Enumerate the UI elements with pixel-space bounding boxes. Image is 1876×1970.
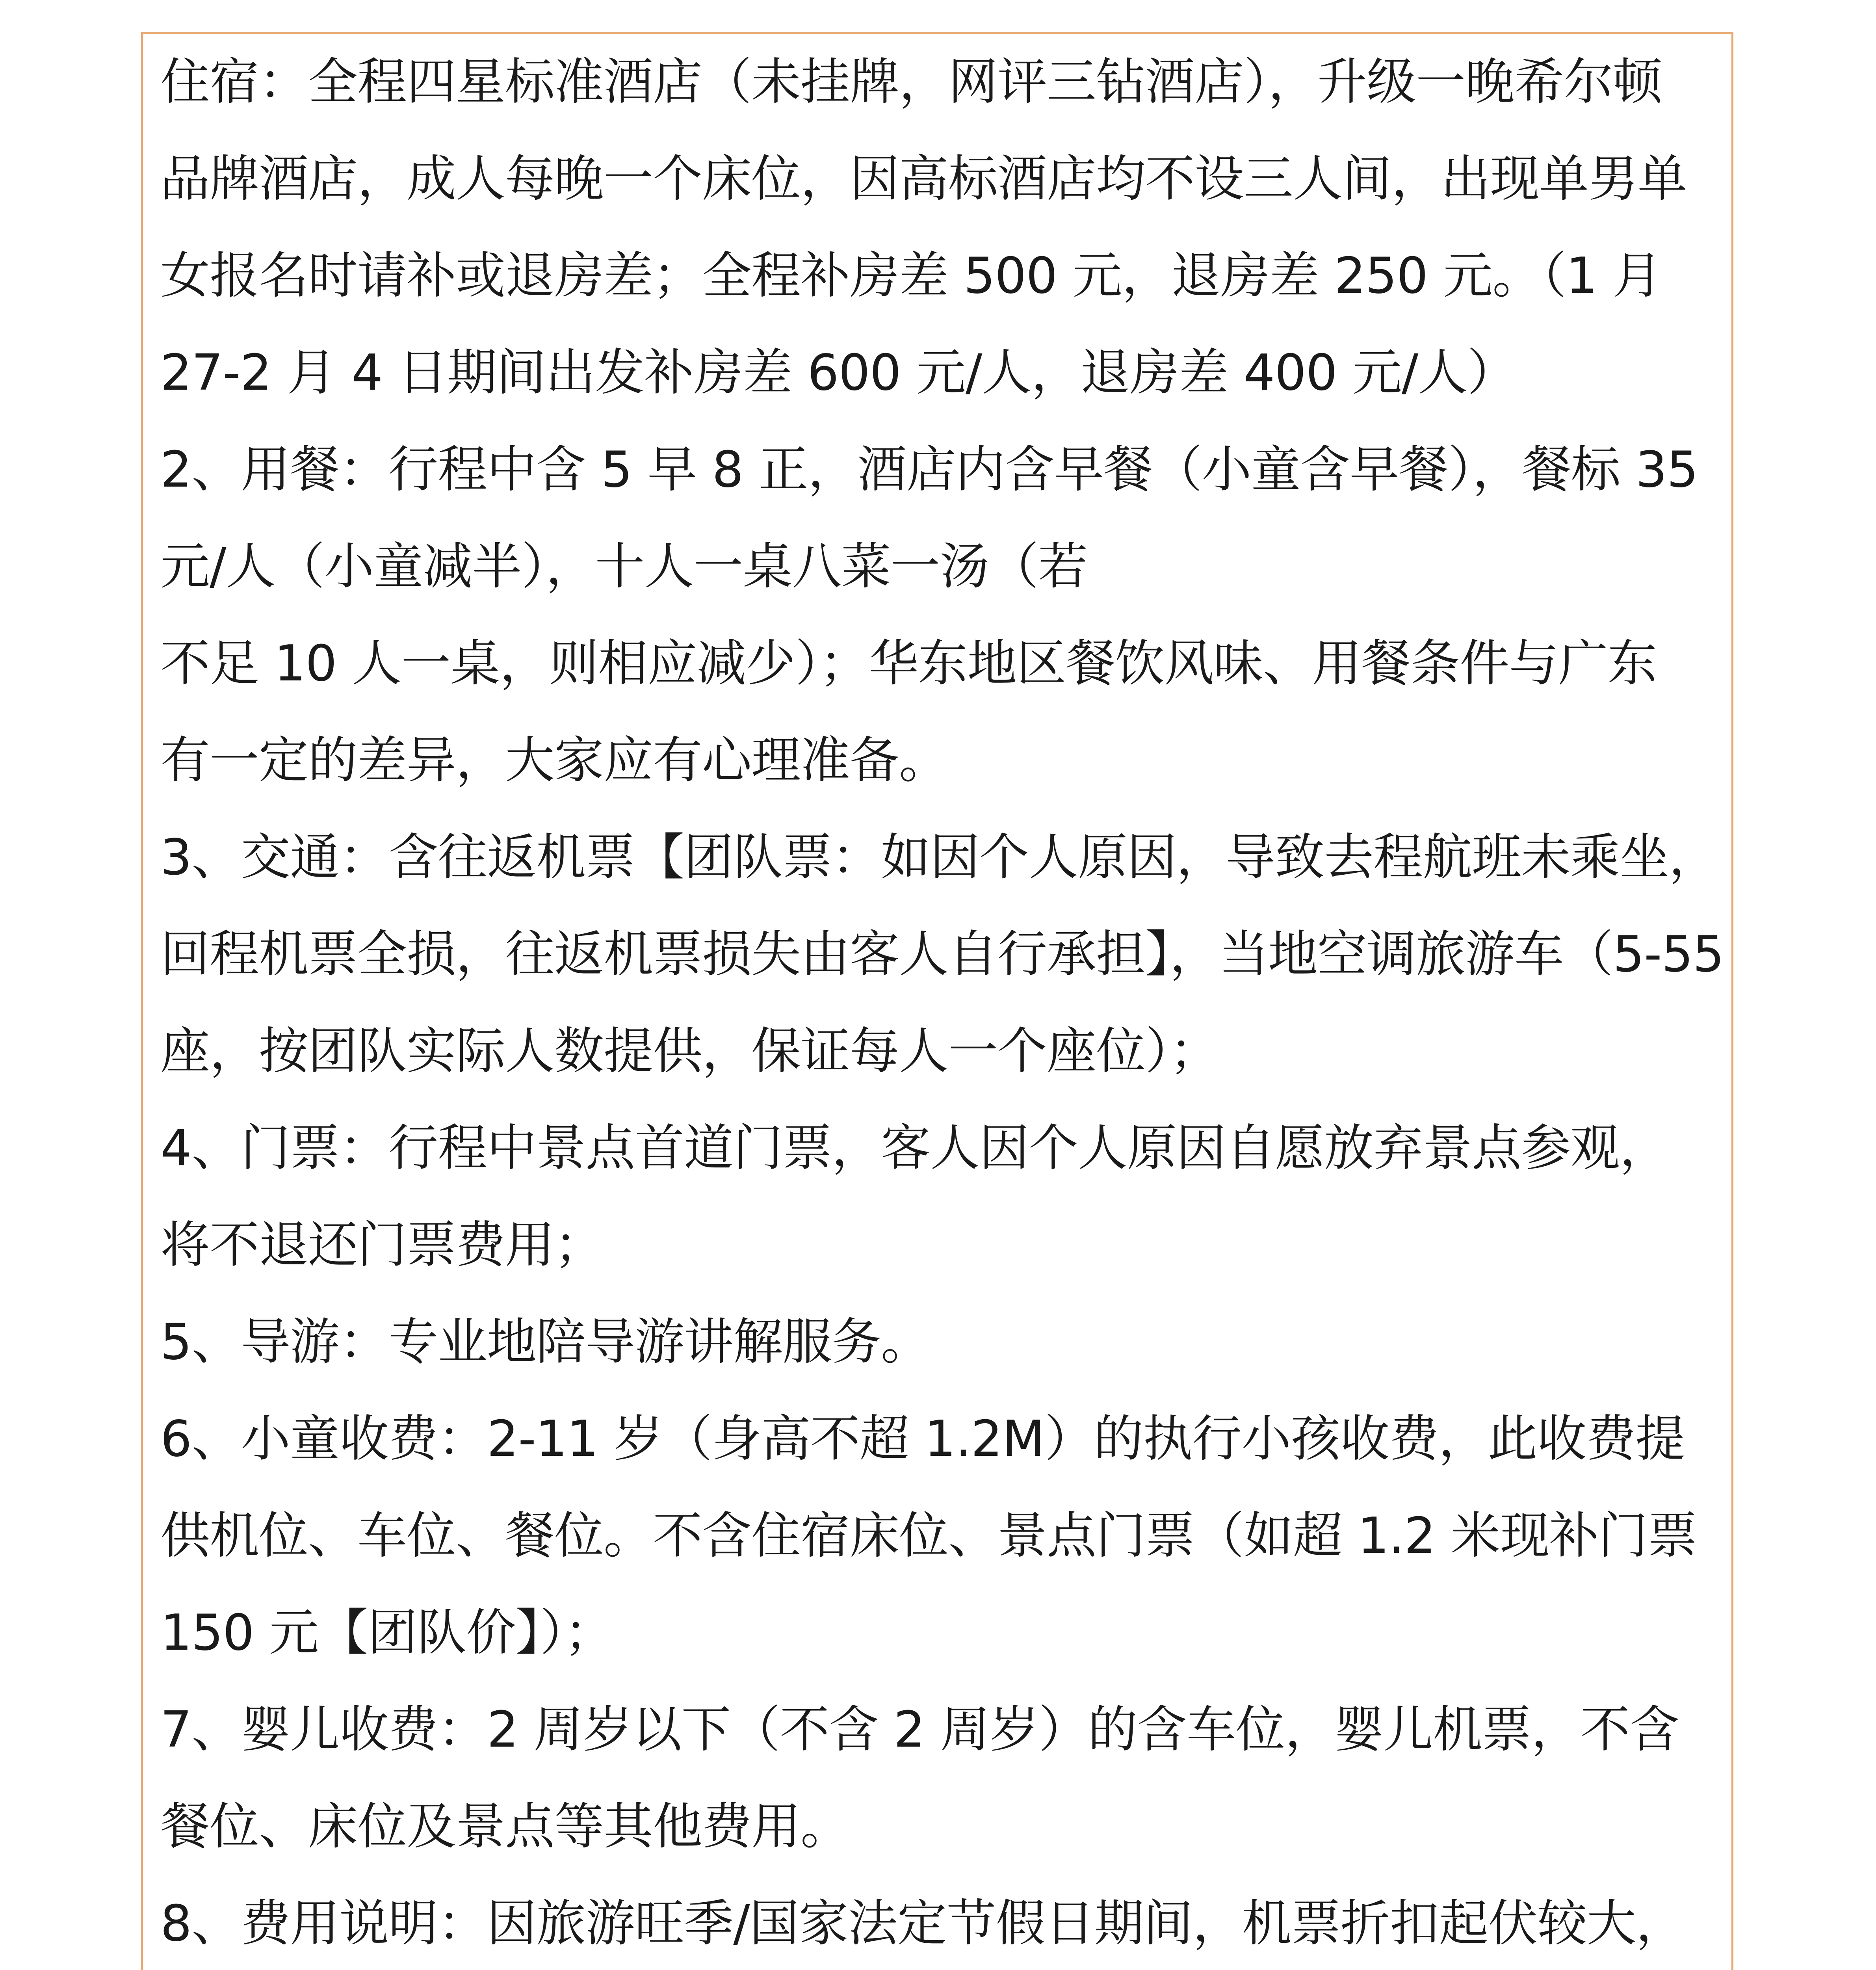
text-line: 7、婴儿收费：2 周岁以下（不含 2 周岁）的含车位，婴儿机票，不含 — [160, 1701, 1679, 1758]
text-line: 品牌酒店，成人每晚一个床位，因高标酒店均不设三人间，出现单男单 — [160, 150, 1687, 208]
text-line: 4、门票：行程中景点首道门票，客人因个人原因自愿放弃景点参观， — [160, 1119, 1669, 1177]
text-line: 女报名时请补或退房差；全程补房差 500 元，退房差 250 元。（1 月 — [160, 247, 1662, 305]
text-line: 27-2 月 4 日期间出发补房差 600 元/人，退房差 400 元/人） — [160, 344, 1517, 401]
text-line: 2、用餐：行程中含 5 早 8 正，酒店内含早餐（小童含早餐），餐标 35 — [160, 440, 1698, 498]
text-line: 餐位、床位及景点等其他费用。 — [160, 1797, 850, 1855]
text-line: 回程机票全损，往返机票损失由客人自行承担】，当地空调旅游车（5-55 — [160, 925, 1724, 983]
text-line: 元/人（小童减半），十人一桌八菜一汤（若 — [160, 537, 1088, 595]
text-line: 3、交通：含往返机票【团队票：如因个人原因，导致去程航班未乘坐， — [160, 828, 1718, 886]
text-line: 有一定的差异，大家应有心理准备。 — [160, 731, 948, 789]
text-line: 住宿：全程四星标准酒店（未挂牌，网评三钻酒店），升级一晚希尔顿 — [160, 53, 1662, 111]
text-line: 150 元【团队价】）； — [160, 1604, 614, 1661]
fee-table — [141, 32, 1733, 1970]
text-line: 8、费用说明：因旅游旺季/国家法定节假日期间，机票折扣起伏较大， — [160, 1894, 1685, 1952]
text-line: 不足 10 人一桌，则相应减少）；华东地区餐饮风味、用餐条件与广东 — [160, 634, 1657, 692]
text-line: 6、小童收费：2-11 岁（身高不超 1.2M）的执行小孩收费，此收费提 — [160, 1410, 1685, 1468]
text-line: 5、导游：专业地陪导游讲解服务。 — [160, 1313, 931, 1371]
text-line: 将不退还门票费用； — [160, 1216, 604, 1274]
text-line: 座，按团队实际人数提供，保证每人一个座位）； — [160, 1022, 1219, 1080]
included-cell — [143, 34, 1731, 1970]
text-line: 供机位、车位、餐位。不含住宿床位、景点门票（如超 1.2 米现补门票 — [160, 1507, 1697, 1565]
